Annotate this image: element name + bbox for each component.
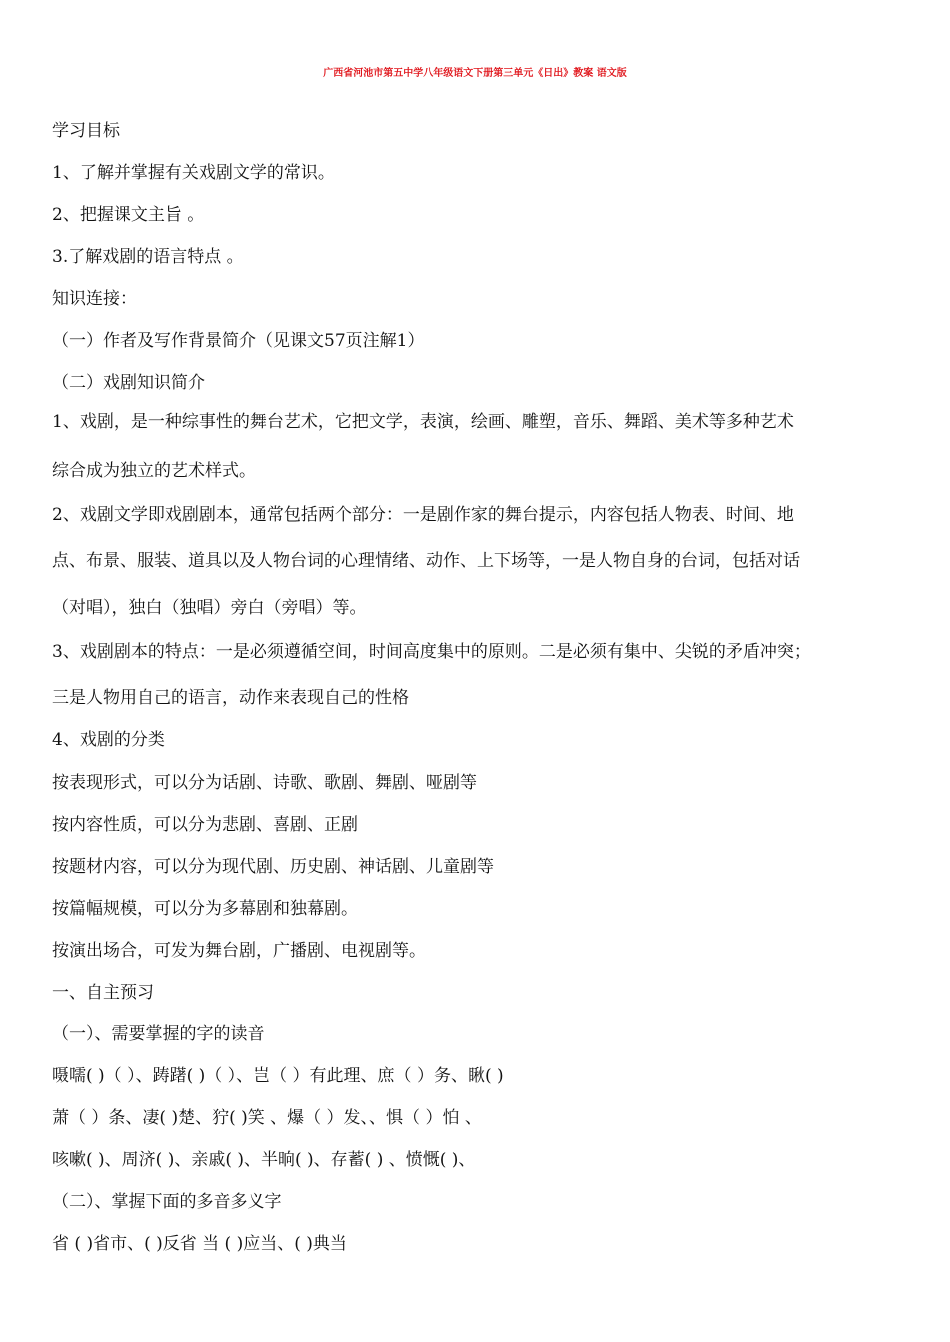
exercise-line: 省 ( )省市、( )反省 当 ( )应当、( )典当	[52, 1234, 347, 1254]
objective-item: 3.了解戏剧的语言特点 。	[52, 247, 244, 267]
paragraph-line: 综合成为独立的艺术样式。	[52, 461, 256, 481]
list-item: 按题材内容，可以分为现代剧、历史剧、神话剧、儿童剧等	[52, 857, 494, 877]
subsection-heading: （一）作者及写作背景简介（见课文57页注解1）	[52, 331, 425, 351]
subsection-heading: （二）戏剧知识简介	[52, 373, 205, 393]
paragraph-line: 3、戏剧剧本的特点：一是必须遵循空间，时间高度集中的原则。二是必须有集中、尖锐的矛盾冲突；	[52, 642, 811, 662]
paragraph-line: （对唱），独白（独唱）旁白（旁唱）等。	[52, 598, 367, 618]
exercise-line: 萧（ ）条、凄( )楚、狞( )笑 、爆（ ）发、、惧（ ）怕 、	[52, 1108, 482, 1128]
objective-item: 1、了解并掌握有关戏剧文学的常识。	[52, 163, 335, 183]
list-item: 按内容性质，可以分为悲剧、喜剧、正剧	[52, 815, 358, 835]
paragraph-line: 点、布景、服装、道具以及人物台词的心理情绪、动作、上下场等，一是人物自身的台词，包括对话	[52, 551, 800, 571]
exercise-line: 咳嗽( )、周济( )、亲戚( )、半晌( )、存蓄( ) 、愤慨( )、	[52, 1150, 476, 1170]
section-heading-objectives: 学习目标	[52, 121, 120, 141]
subsection-heading: （二）、掌握下面的多音多义字	[52, 1192, 282, 1212]
exercise-line: 嗫嚅( )（ ）、踌躇( )（ ）、岂（ ）有此理、庶（ ）务、瞅( )	[52, 1066, 504, 1086]
subsection-heading: （一）、需要掌握的字的读音	[52, 1024, 265, 1044]
list-heading: 4、戏剧的分类	[52, 730, 165, 750]
section-heading-preview: 一、自主预习	[52, 983, 154, 1003]
section-heading-knowledge: 知识连接：	[52, 289, 137, 309]
document-title: 广西省河池市第五中学八年级语文下册第三单元《日出》教案 语文版	[323, 68, 627, 79]
paragraph-line: 三是人物用自己的语言，动作来表现自己的性格	[52, 688, 409, 708]
list-item: 按篇幅规模，可以分为多幕剧和独幕剧。	[52, 899, 358, 919]
list-item: 按表现形式，可以分为话剧、诗歌、歌剧、舞剧、哑剧等	[52, 773, 477, 793]
paragraph-line: 2、戏剧文学即戏剧剧本，通常包括两个部分：一是剧作家的舞台提示，内容包括人物表、时间、地	[52, 505, 794, 525]
paragraph-line: 1、戏剧，是一种综事性的舞台艺术，它把文学，表演，绘画、雕塑，音乐、舞蹈、美术等多种艺术	[52, 412, 794, 432]
list-item: 按演出场合，可发为舞台剧，广播剧、电视剧等。	[52, 941, 426, 961]
objective-item: 2、把握课文主旨 。	[52, 205, 205, 225]
